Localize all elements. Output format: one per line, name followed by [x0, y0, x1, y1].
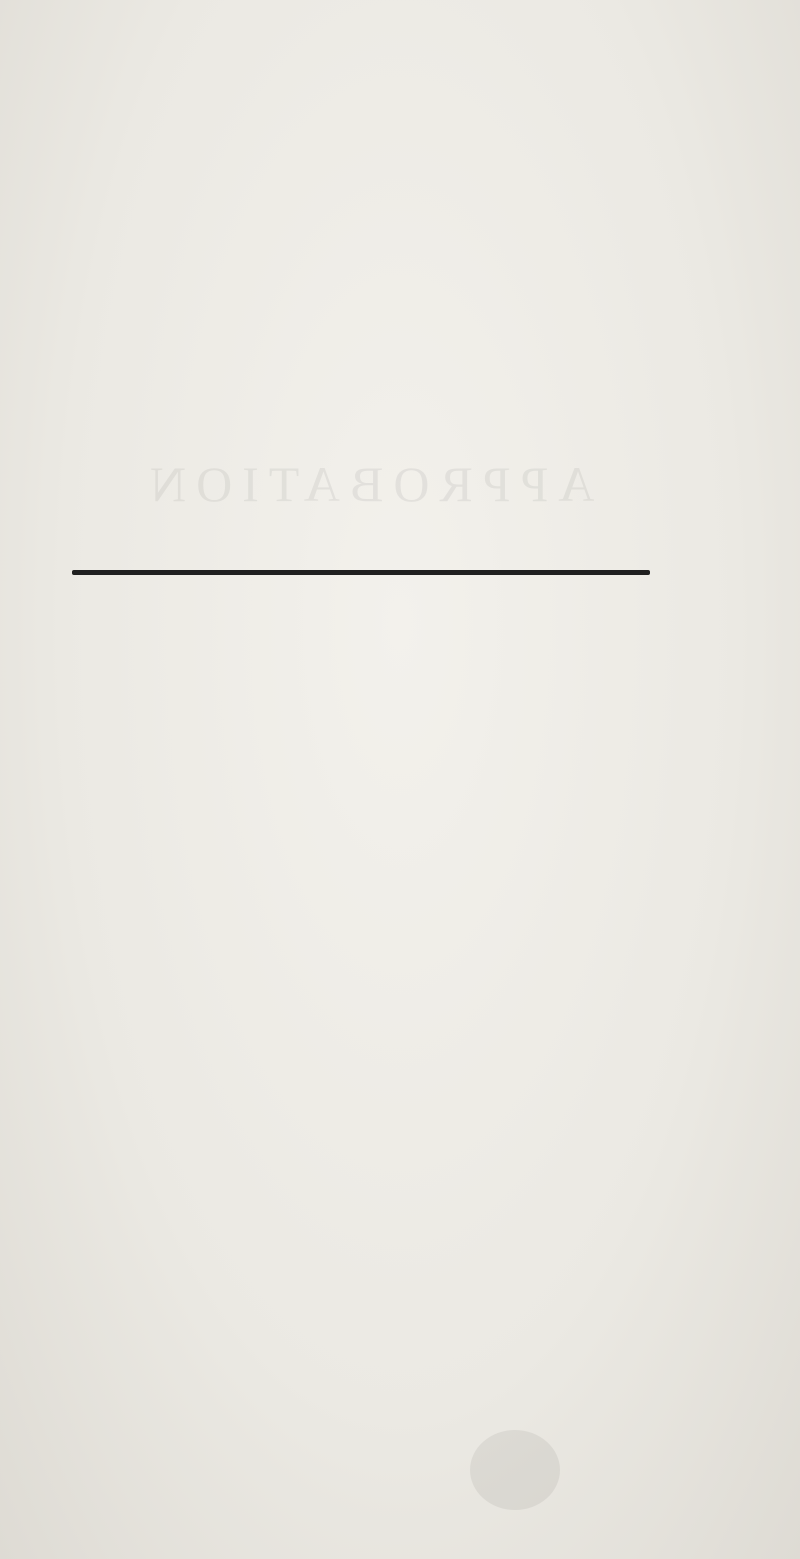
paper-stain — [470, 1430, 560, 1510]
bleed-through-text: APPROBATION — [140, 456, 595, 512]
section-divider — [72, 570, 650, 575]
